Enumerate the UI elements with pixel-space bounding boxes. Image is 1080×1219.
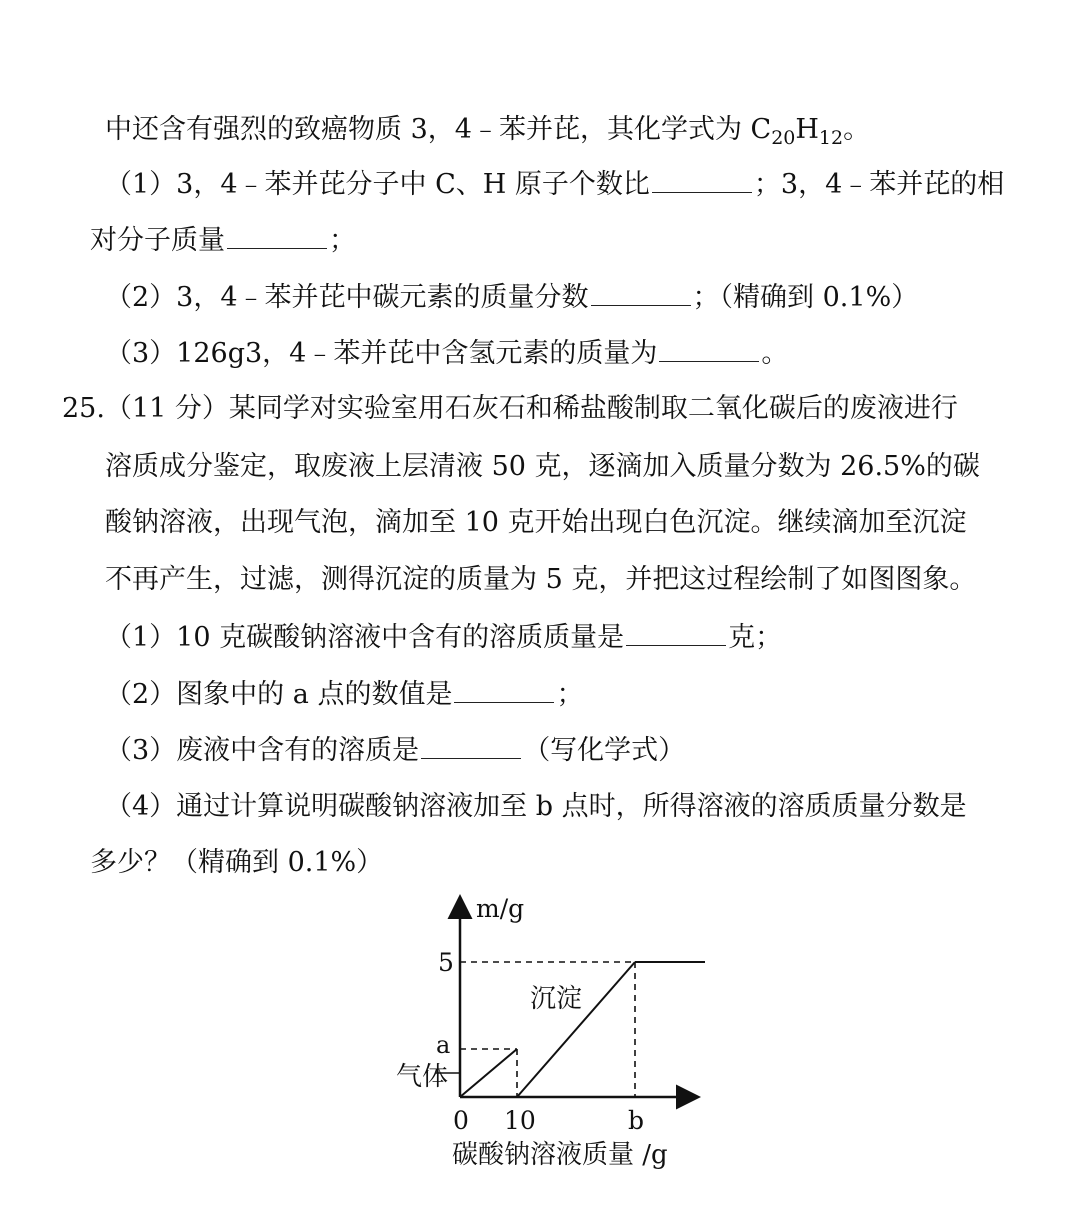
q24-part2-text: （2）3，4﹣苯并芘中碳元素的质量分数 (105, 282, 589, 313)
answer-blank[interactable] (659, 335, 759, 362)
q25-stem-line3: 酸钠溶液，出现气泡，滴加至 10 克开始出现白色沉淀。继续滴加至沉淀 (105, 507, 967, 538)
y-tick-5: 5 (438, 948, 454, 977)
formula-subscript-c: 20 (771, 127, 796, 149)
x-tick-b: b (628, 1106, 645, 1135)
answer-blank[interactable] (421, 732, 521, 759)
q25-part2-text: （2）图象中的 a 点的数值是 (105, 679, 453, 710)
q25-part3-text-b: （写化学式） (523, 735, 686, 766)
q25-part4-line2: 多少？（精确到 0.1%） (90, 847, 384, 878)
q25-stem-line2: 溶质成分鉴定，取废液上层清液 50 克，逐滴加入质量分数为 26.5%的碳 (105, 451, 980, 482)
q24-part3-text-b: 。 (761, 338, 789, 369)
q25-part2-line (105, 676, 583, 713)
q25-stem-line4: 不再产生，过滤，测得沉淀的质量为 5 克，并把这过程绘制了如图图象。 (105, 564, 977, 595)
precipitate-graph (380, 885, 720, 1185)
answer-blank[interactable] (626, 619, 726, 646)
q25-part2-text-b: ； (556, 679, 584, 710)
q25-part3-text: （3）废液中含有的溶质是 (105, 735, 420, 766)
q25-stem-line1: 25.（11 分）某同学对实验室用石灰石和稀盐酸制取二氧化碳后的废液进行 (62, 393, 958, 424)
q24-part1-line2 (90, 222, 356, 259)
q24-part1-line1 (105, 166, 1004, 203)
answer-blank[interactable] (454, 676, 554, 703)
q25-part1-line (105, 619, 782, 656)
x-axis-label: 碳酸钠溶液质量 /g (452, 1140, 668, 1170)
intro-text: 中还含有强烈的致癌物质 3，4﹣苯并芘，其化学式为 C (105, 114, 772, 145)
q24-part1-text-b: ；3，4﹣苯并芘的相 (753, 169, 1005, 200)
answer-blank[interactable] (591, 279, 691, 306)
formula-h: H (795, 114, 819, 145)
y-axis-label: m/g (476, 894, 525, 923)
q24-part1-text-c: 对分子质量 (90, 225, 225, 256)
answer-blank[interactable] (227, 222, 327, 249)
intro-line (105, 112, 870, 148)
q25-part1-text-b: 克； (728, 622, 783, 653)
q24-part3-line (105, 335, 788, 372)
answer-blank[interactable] (652, 166, 752, 193)
precipitate-label: 沉淀 (530, 984, 583, 1014)
x-tick-10: 10 (504, 1106, 536, 1135)
gas-line (460, 1049, 517, 1097)
y-tick-a: a (436, 1031, 451, 1059)
q24-part1-text-d: ； (329, 225, 356, 256)
gas-label: 气体 (396, 1062, 449, 1092)
q24-part1-text: （1）3，4﹣苯并芘分子中 C、H 原子个数比 (105, 169, 650, 200)
q25-part4-line1: （4）通过计算说明碳酸钠溶液加至 b 点时，所得溶液的溶质质量分数是 (105, 791, 967, 822)
q24-part3-text: （3）126g3，4﹣苯并芘中含氢元素的质量为 (105, 338, 658, 369)
q25-part3-line (105, 732, 685, 769)
q25-part1-text: （1）10 克碳酸钠溶液中含有的溶质质量是 (105, 622, 625, 653)
precipitate-line (517, 962, 635, 1097)
q24-part2-line (105, 279, 918, 316)
formula-subscript-h: 12 (818, 127, 844, 149)
intro-suffix: 。 (843, 114, 871, 145)
q24-part2-text-b: ；（精确到 0.1%） (692, 282, 919, 313)
origin-label: 0 (453, 1106, 469, 1135)
